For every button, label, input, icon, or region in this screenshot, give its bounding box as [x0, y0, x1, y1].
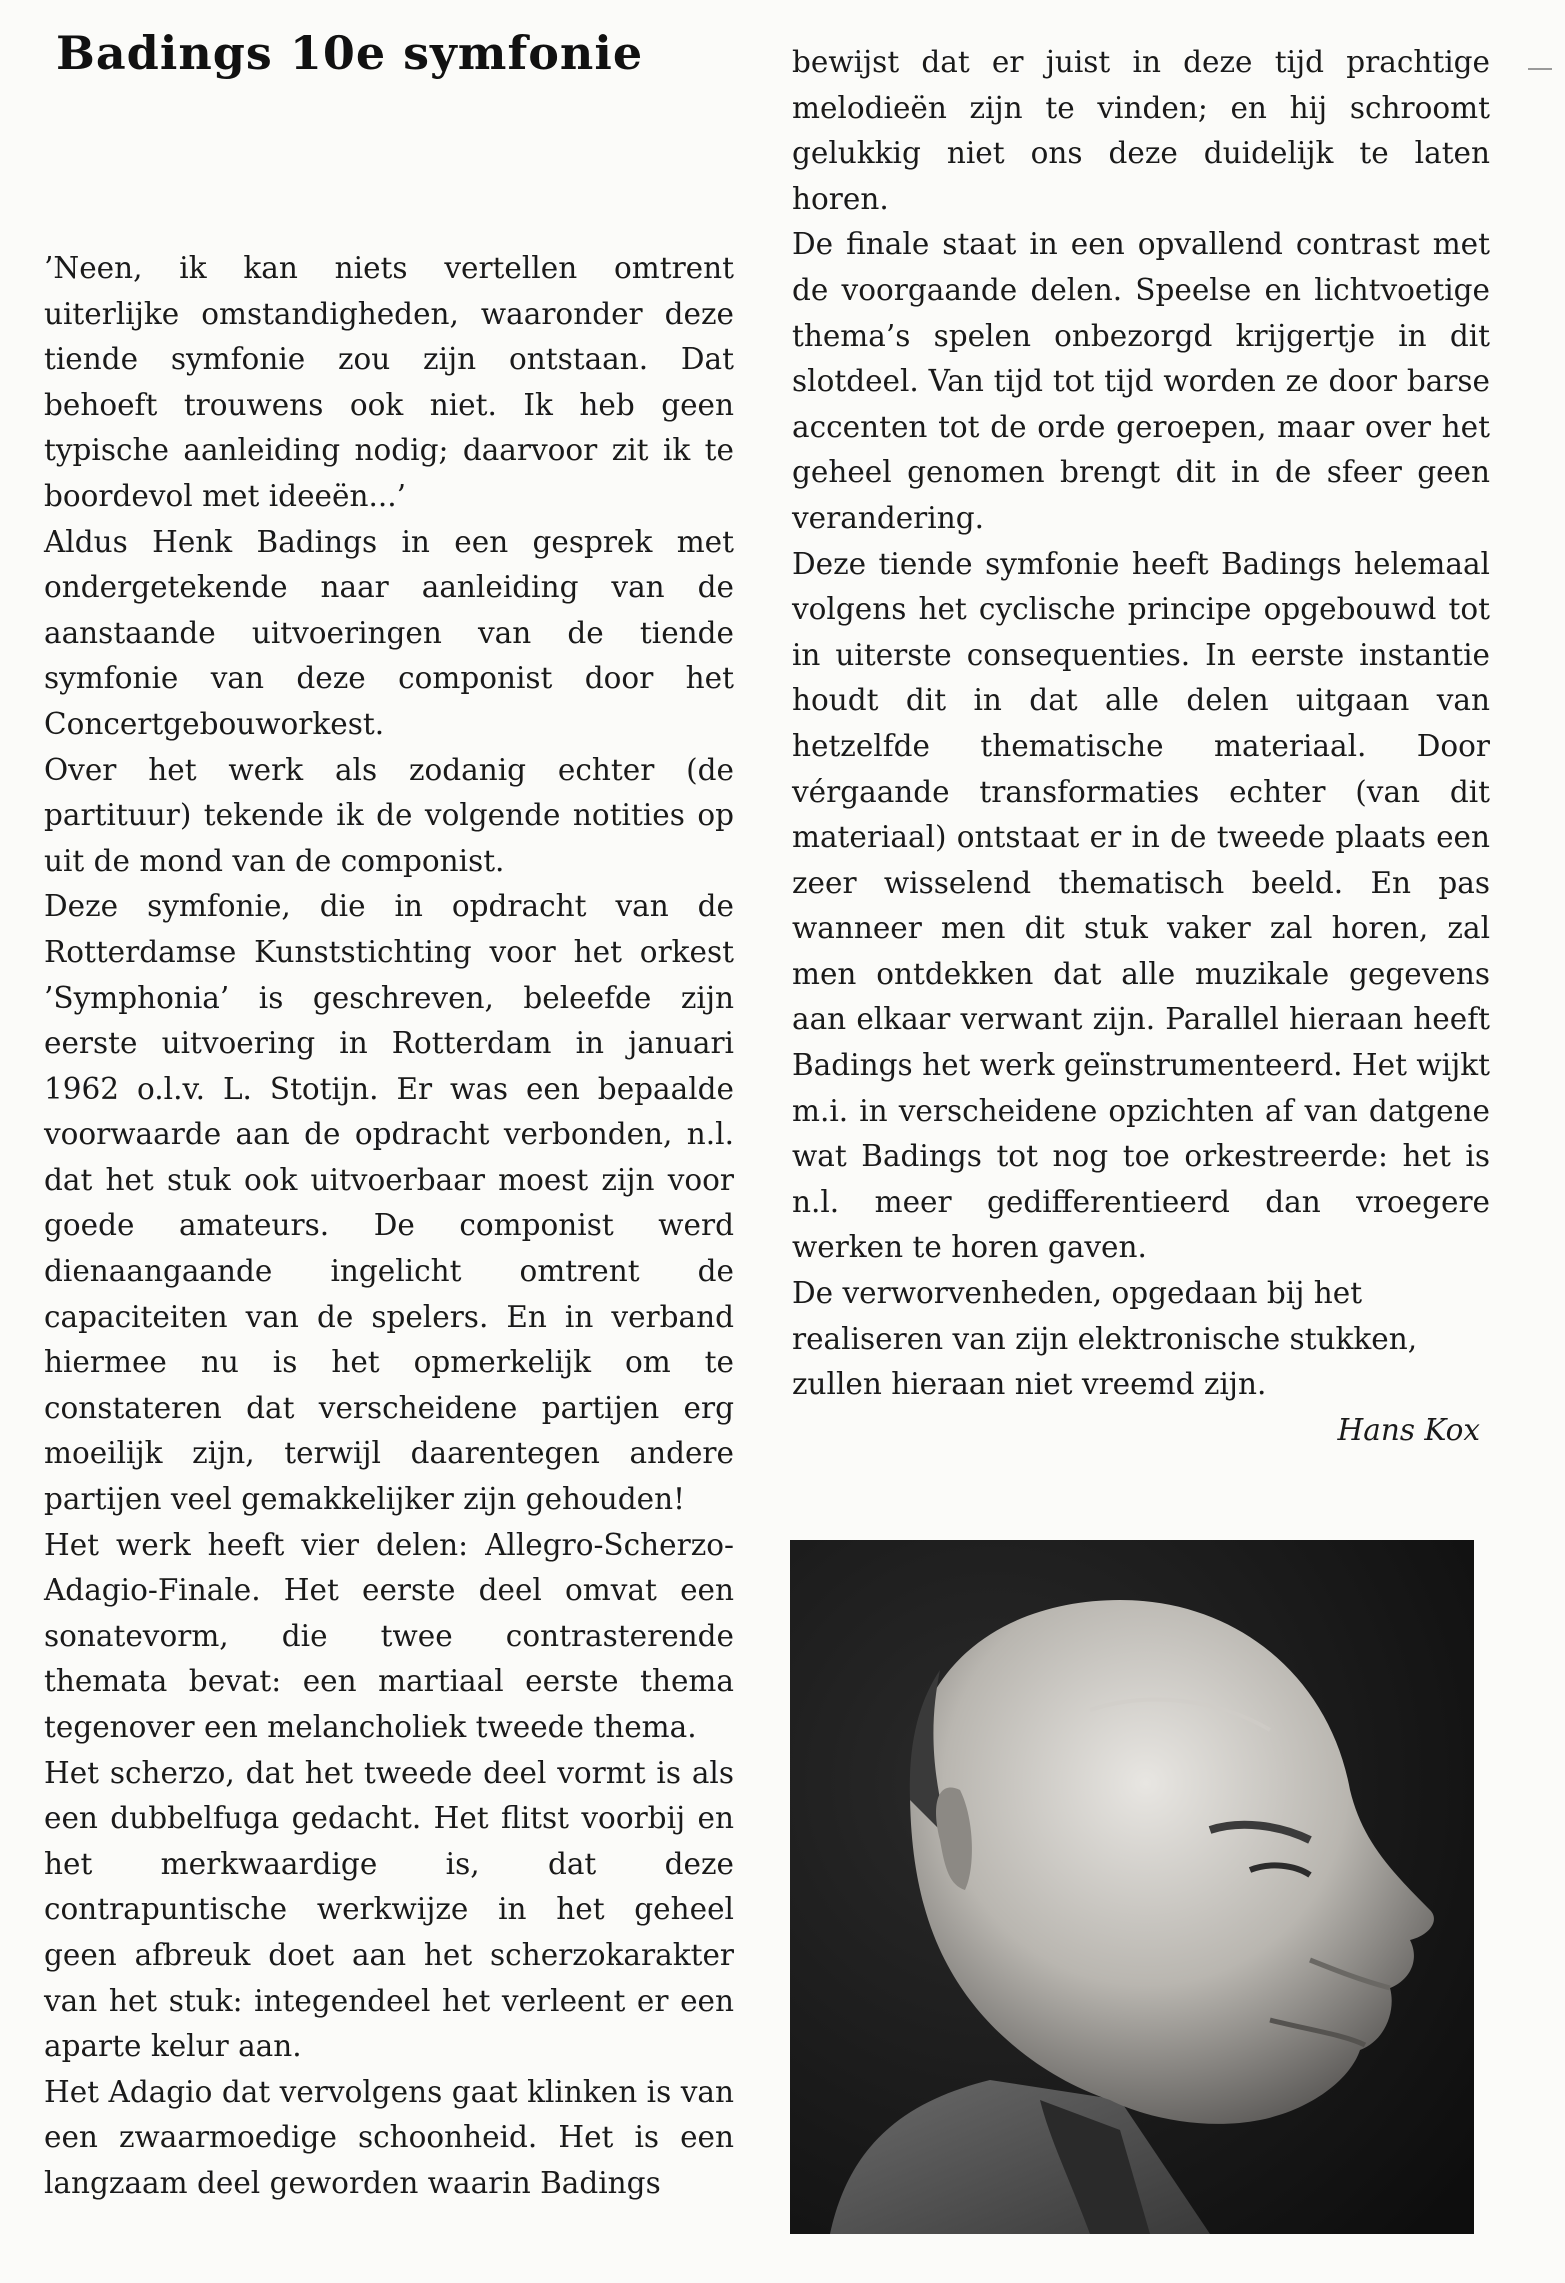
closing-text: De verworvenheden, opgedaan bij het realiseren van zijn elektronische stukken, zullen hieraan niet vreemd zijn. — [792, 1276, 1418, 1402]
article-paragraph: Deze tiende symfonie heeft Badings helemaal volgens het cyclische principe opgebouwd tot in uiterste consequenties. In eerste instantie houdt dit in dat alle delen uitgaan van hetzelfde thematische materiaal. Door vérgaande transformaties echter (van dit materiaal) ontstaat er in de tweede plaats een zeer wisselend thematisch beeld. En pas wanneer men dit stuk vaker zal horen, zal men ontdekken dat alle muzikale gegevens aan elkaar verwant zijn. Parallel hieraan heeft Badings het werk geïnstrumenteerd. Het wijkt m.i. in verscheidene opzichten af van datgene wat Badings tot nog toe orkestreerde: het is n.l. meer gedifferentieerd dan vroegere werken te horen gaven. — [792, 546, 1490, 1265]
page-edge-mark — [1528, 68, 1552, 70]
byline — [792, 1408, 1490, 1454]
article-paragraph: Over het werk als zodanig echter (de partituur) tekende ik de volgende notities op uit de mond van de componist. — [44, 752, 734, 878]
author-signature: Hans Kox — [1337, 1412, 1480, 1447]
left-text-column — [44, 246, 734, 2207]
article-paragraph: bewijst dat er juist in deze tijd prachtige melodieën zijn te vinden; en hij schroomt gelukkig niet ons deze duidelijk te laten horen. — [792, 45, 1490, 216]
portrait-image — [790, 1540, 1474, 2234]
closing-paragraph — [792, 1271, 1490, 1408]
article-paragraph: ’Neen, ik kan niets vertellen omtrent uiterlijke omstandigheden, waaronder deze tiende symfonie zou zijn ontstaan. Dat behoeft trouwens ook niet. Ik heb geen typische aanleiding nodig; daarvoor zit ik te boordevol met ideeën...’ — [44, 251, 734, 513]
portrait-photo — [790, 1540, 1474, 2234]
article-title: Badings 10e symfonie — [56, 26, 644, 80]
article-paragraph: Het Adagio dat vervolgens gaat klinken is van een zwaarmoedige schoonheid. Het is een langzaam deel geworden waarin Badings — [44, 2074, 734, 2200]
article-paragraph: Het scherzo, dat het tweede deel vormt is als een dubbelfuga gedacht. Het flitst voorbij en het merkwaardige is, dat deze contrapuntische werkwijze in het geheel geen afbreuk doet aan het scherzokarakter van het stuk: integendeel het verleent er een aparte kelur aan. — [44, 1755, 734, 2064]
article-paragraph: Deze symfonie, die in opdracht van de Rotterdamse Kunststichting voor het orkest ’Symphonia’ is geschreven, beleefde zijn eerste uitvoering in Rotterdam in januari 1962 o.l.v. L. Stotijn. Er was een bepaalde voorwaarde aan de opdracht verbonden, n.l. dat het stuk ook uitvoerbaar moest zijn voor goede amateurs. De componist werd dienaangaande ingelicht omtrent de capaciteiten van de spelers. En in verband hiermee nu is het opmerkelijk om te constateren dat verscheidene partijen erg moeilijk zijn, terwijl daarentegen andere partijen veel gemakkelijker zijn gehouden! — [44, 889, 734, 1517]
article-paragraph: Aldus Henk Badings in een gesprek met ondergetekende naar aanleiding van de aanstaande uitvoeringen van de tiende symfonie van deze componist door het Concertgebouworkest. — [44, 524, 734, 741]
article-paragraph: Het werk heeft vier delen: Allegro-Scherzo-Adagio-Finale. Het eerste deel omvat een sonatevorm, die twee contrasterende themata bevat: een martiaal eerste thema tegenover een melancholiek tweede thema. — [44, 1527, 734, 1744]
right-text-column — [792, 40, 1490, 1453]
article-paragraph: De finale staat in een opvallend contrast met de voorgaande delen. Speelse en lichtvoetige thema’s spelen onbezorgd krijgertje in dit slotdeel. Van tijd tot tijd worden ze door barse accenten tot de orde geroepen, maar over het geheel genomen brengt dit in de sfeer geen verandering. — [792, 227, 1490, 535]
